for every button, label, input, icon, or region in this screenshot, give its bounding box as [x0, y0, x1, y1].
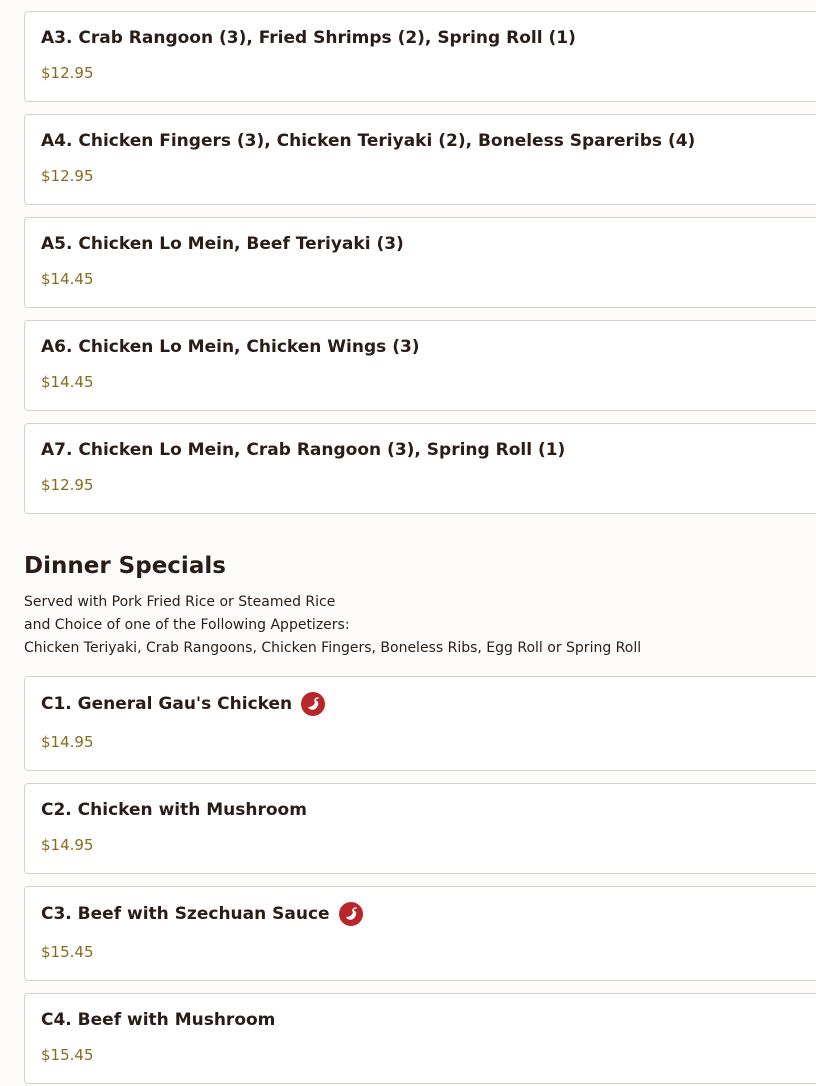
menu-item-a7[interactable]	[24, 423, 816, 514]
chili-pepper-icon	[301, 692, 325, 716]
menu-item-a3[interactable]	[24, 11, 816, 102]
section-heading: Dinner Specials	[24, 553, 226, 579]
description-line: Chicken Teriyaki, Crab Rangoons, Chicken Fingers, Boneless Ribs, Egg Roll or Spring Roll	[24, 640, 642, 656]
menu-item-title-row	[41, 902, 363, 926]
menu-item-c4[interactable]	[24, 993, 816, 1084]
menu-item-title: C2. Chicken with Mushroom	[41, 800, 307, 820]
menu-item-price: $15.45	[41, 943, 94, 961]
menu-item-price: $12.95	[41, 476, 94, 494]
chili-pepper-icon	[339, 902, 363, 926]
menu-item-c3[interactable]	[24, 886, 816, 981]
menu-item-a5[interactable]	[24, 217, 816, 308]
menu-item-title: A3. Crab Rangoon (3), Fried Shrimps (2), Spring Roll (1)	[41, 28, 576, 48]
menu-item-c2[interactable]	[24, 783, 816, 874]
menu-item-title: A4. Chicken Fingers (3), Chicken Teriyaki (2), Boneless Spareribs (4)	[41, 131, 696, 151]
menu-item-title: C3. Beef with Szechuan Sauce	[41, 904, 330, 924]
menu-item-c1[interactable]	[24, 676, 816, 771]
menu-item-a6[interactable]	[24, 320, 816, 411]
menu-item-title: A5. Chicken Lo Mein, Beef Teriyaki (3)	[41, 234, 404, 254]
section-description	[24, 591, 641, 660]
menu-item-a4[interactable]	[24, 114, 816, 205]
menu-item-title: C1. General Gau's Chicken	[41, 694, 293, 714]
menu-item-price: $15.45	[41, 1046, 94, 1064]
menu-item-price: $14.95	[41, 836, 94, 854]
menu-item-title-row	[41, 692, 325, 716]
menu-item-price: $14.95	[41, 733, 94, 751]
menu-item-title: A7. Chicken Lo Mein, Crab Rangoon (3), Spring Roll (1)	[41, 440, 566, 460]
menu-item-title: A6. Chicken Lo Mein, Chicken Wings (3)	[41, 337, 420, 357]
description-line: and Choice of one of the Following Appetizers:	[24, 617, 350, 633]
menu-item-price: $14.45	[41, 373, 94, 391]
menu-item-price: $12.95	[41, 167, 94, 185]
menu-item-title: C4. Beef with Mushroom	[41, 1010, 276, 1030]
menu-item-price: $12.95	[41, 64, 94, 82]
menu-item-price: $14.45	[41, 270, 94, 288]
description-line: Served with Pork Fried Rice or Steamed Rice	[24, 594, 336, 610]
